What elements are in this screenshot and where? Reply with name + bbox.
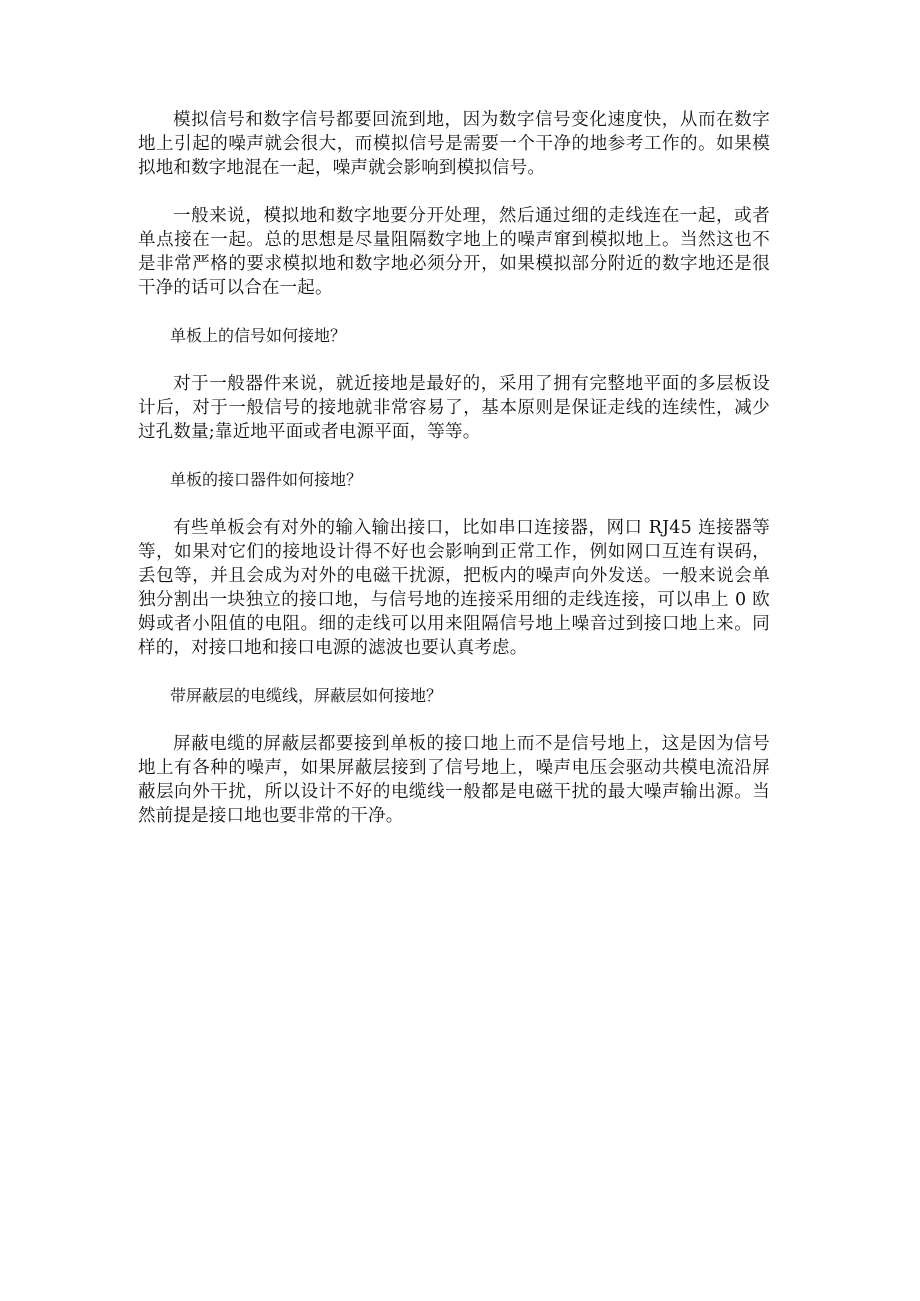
paragraph-analog-digital-return: 模拟信号和数字信号都要回流到地，因为数字信号变化速度快，从而在数字地上引起的噪声就会很大，而模拟信号是需要一个干净的地参考工作的。如果模拟地和数字地混在一起，噪声就会影响到模拟信号。 (138, 110, 770, 178)
section-heading-interface-ground: 单板的接口器件如何接地？ (170, 470, 363, 489)
paragraph-ground-separation: 一般来说，模拟地和数字地要分开处理，然后通过细的走线连在一起，或者单点接在一起。总的思想是尽量阻隔数字地上的噪声窜到模拟地上。当然这也不是非常严格的要求模拟地和数字地必须分开，如果模拟部分附近的数字地还是很干净的话可以合在一起。 (138, 206, 770, 298)
section-heading-board-signal-ground: 单板上的信号如何接地？ (170, 326, 347, 345)
section-heading-shield-ground: 带屏蔽层的电缆线，屏蔽层如何接地？ (170, 686, 443, 705)
paragraph-shield-ground: 屏蔽电缆的屏蔽层都要接到单板的接口地上而不是信号地上，这是因为信号地上有各种的噪声，如果屏蔽层接到了信号地上，噪声电压会驱动共模电流沿屏蔽层向外干扰，所以设计不好的电缆线一般都是电磁干扰的最大噪声输出源。当然前提是接口地也要非常的干净。 (138, 734, 770, 826)
paragraph-interface-ground: 有些单板会有对外的输入输出接口，比如串口连接器，网口 RJ45 连接器等等，如果对它们的接地设计得不好也会影响到正常工作，例如网口互连有误码，丢包等，并且会成为对外的电磁干扰源，把板内的噪声向外发送。一般来说会单独分割出一块独立的接口地，与信号地的连接采用细的走线连接，可以串上 0 欧姆或者小阻值的电阻。细的走线可以用来阻隔信号地上噪音过到接口地上来。同样的，对接口地和接口电源的滤波也要认真考虑。 (138, 518, 770, 658)
paragraph-board-signal-ground: 对于一般器件来说，就近接地是最好的，采用了拥有完整地平面的多层板设计后，对于一般信号的接地就非常容易了，基本原则是保证走线的连续性，减少过孔数量;靠近地平面或者电源平面，等等。 (138, 374, 770, 442)
document-page (138, 108, 770, 852)
